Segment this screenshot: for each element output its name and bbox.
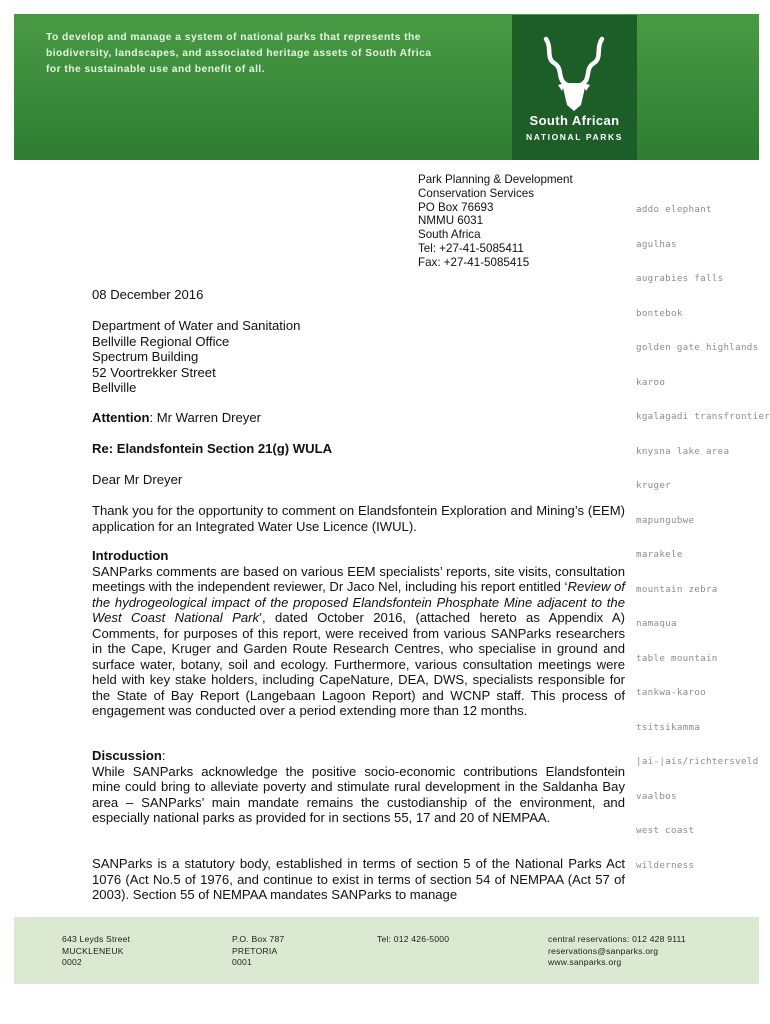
address-line: Fax: +27-41-5085415 — [418, 255, 530, 269]
recipient-line: Department of Water and Sanitation — [92, 318, 301, 333]
report-title: Review of the hydrogeological impact of the proposed Elandsfontein Phosphate Mine adjacent to the West Coast National Park — [92, 579, 625, 625]
mission-line: biodiversity, landscapes, and associated heritage assets of South Africa — [46, 48, 432, 59]
park-name: agulhas — [636, 238, 677, 250]
address-line: Tel: +27-41-5085411 — [418, 241, 524, 255]
introduction-section — [92, 548, 625, 719]
park-name: knysna lake area — [636, 445, 730, 457]
footer-line: MUCKLENEUK — [62, 945, 124, 956]
park-name: wilderness — [636, 859, 695, 871]
footer-line: PRETORIA — [232, 945, 278, 956]
park-name: kruger — [636, 480, 671, 491]
park-name: namaqua — [636, 618, 677, 629]
attention-label: Attention — [92, 410, 150, 425]
address-line: Conservation Services — [418, 186, 534, 200]
park-name: tsitsikamma — [636, 721, 701, 733]
discussion-colon: : — [161, 748, 166, 763]
footer-email: reservations@sanparks.org — [548, 945, 659, 956]
footer-postal-address — [232, 934, 284, 969]
intro-text-a: SANParks comments are based on various EEM specialists’ reports, site visits, consultation meetings with the independent reviewer, Dr Jaco Nel, including his report entitled ‘ — [92, 563, 625, 594]
recipient-line: 52 Voortrekker Street — [92, 364, 216, 380]
mission-line: for the sustainable use and benefit of all. — [46, 64, 266, 75]
footer-line: central reservations: 012 428 9111 — [548, 934, 686, 944]
attention-value: : Mr Warren Dreyer — [149, 410, 261, 425]
footer-reservations — [548, 934, 686, 969]
sender-address — [418, 173, 573, 270]
park-name: mountain zebra — [636, 583, 718, 595]
park-name: bontebok — [636, 307, 683, 319]
logo-name: South African — [529, 113, 620, 128]
logo-subname: NATIONAL PARKS — [525, 132, 623, 142]
mission-statement — [46, 30, 466, 78]
attention-line — [92, 410, 625, 426]
footer-line: P.O. Box 787 — [232, 934, 285, 944]
footer-line: 643 Leyds Street — [62, 934, 131, 944]
thanks-paragraph: Thank you for the opportunity to comment on Elandsfontein Exploration and Mining’s (EEM) application for an Integrated Water Use Licence (IWUL). — [92, 503, 625, 534]
intro-text-b: ’, dated October 2016, (attached hereto as Appendix A) Comments, for purposes of this report, were received from various SANParks researchers in the Cape, Kruger and Garden Route Research Centres, who specialise in ground and surface water, botany, soil and ecology. Furthermore, various consultation meetings were held with key stake holders, including CapeNature, DEA, DWS, specialists responsible for the State of Bay Report (Langebaan Lagoon Report) and WCNP staff. This process of engagement was conducted over a period extending more than 12 months. — [92, 610, 625, 718]
recipient-line: Spectrum Building — [92, 349, 199, 364]
letter-date: 08 December 2016 — [92, 287, 204, 302]
recipient-address — [92, 318, 625, 396]
introduction-heading: Introduction — [92, 548, 169, 563]
footer-street-address — [62, 934, 130, 969]
subject-line: Re: Elandsfontein Section 21(g) WULA — [92, 441, 333, 456]
park-name: table mountain — [636, 652, 718, 664]
mission-line: To develop and manage a system of national parks that represents the — [46, 32, 421, 43]
park-name: vaalbos — [636, 790, 677, 802]
recipient-line: Bellville — [92, 380, 137, 395]
footer-phone — [377, 934, 449, 946]
address-line: South Africa — [418, 228, 481, 242]
discussion-paragraph: While SANParks acknowledge the positive socio-economic contributions Elandsfontein mine could bring to alleviate poverty and stimulate rural development in the Saldanha Bay area – SANParks’ main mandate remains the custodianship of the environment, and especially national parks as provided for in sections 55, 17 and 20 of NEMPAA. — [92, 763, 625, 825]
footer-line: 0001 — [232, 957, 252, 968]
park-name: west coast — [636, 825, 695, 836]
discussion-heading-line — [92, 748, 625, 764]
discussion-section — [92, 748, 625, 826]
salutation: Dear Mr Dreyer — [92, 472, 183, 487]
park-name: kgalagadi transfrontier — [636, 411, 770, 422]
discussion-heading: Discussion — [92, 748, 162, 763]
footer-line: 0002 — [62, 957, 82, 968]
recipient-line: Bellville Regional Office — [92, 333, 230, 349]
park-name: tankwa-karoo — [636, 687, 706, 698]
park-name: |ai-|ais/richtersveld — [636, 756, 759, 767]
park-name: marakele — [636, 549, 683, 560]
sanparks-logo — [512, 15, 637, 160]
statutory-paragraph: SANParks is a statutory body, established in terms of section 5 of the National Parks Act 1076 (Act No.5 of 1976, and continue to exist in terms of section 54 of NEMPAA (Act 57 of 2003). Section 55 of NEMPAA mandates SANParks to manage — [92, 856, 625, 902]
park-name: mapungubwe — [636, 514, 695, 526]
footer-website: www.sanparks.org — [548, 957, 622, 968]
park-name: karoo — [636, 376, 666, 388]
footer-line: Tel: 012 426-5000 — [377, 934, 450, 944]
introduction-paragraph — [92, 564, 625, 719]
address-line: PO Box 76693 — [418, 200, 494, 214]
parks-list — [636, 204, 770, 894]
kudu-head-icon — [534, 33, 614, 113]
address-line: Park Planning & Development — [418, 173, 573, 186]
park-name: golden gate highlands — [636, 342, 759, 353]
address-line: NMMU 6031 — [418, 214, 484, 228]
park-name: addo elephant — [636, 204, 712, 215]
park-name: augrabies falls — [636, 273, 724, 284]
footer-bar — [14, 917, 759, 984]
